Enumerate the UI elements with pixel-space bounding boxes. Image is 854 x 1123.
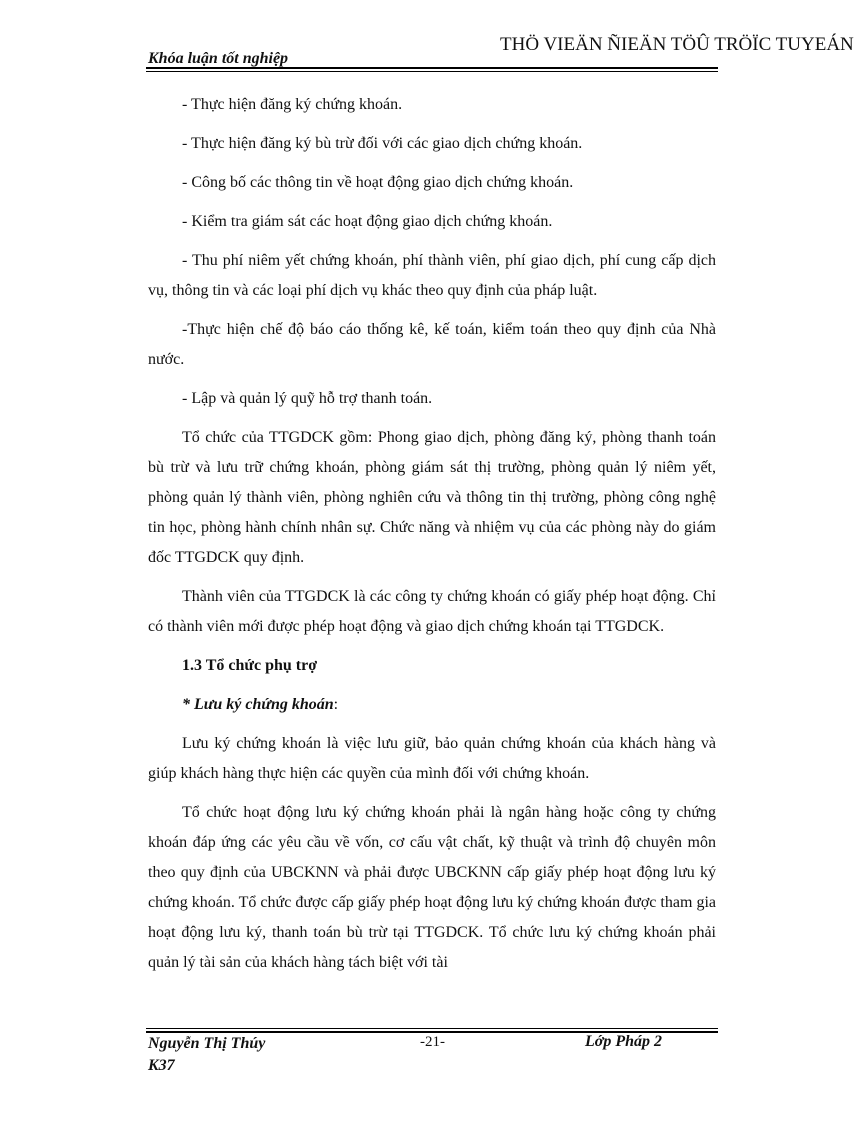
paragraph-11: Tổ chức hoạt động lưu ký chứng khoán phải là ngân hàng hoặc công ty chứng khoán đáp ứng các yêu cầu về vốn, cơ cấu vật chất, kỹ thuật và trình độ chuyên môn theo quy định của UBCKNN và phải được UBCKNN cấp giấy phép hoạt động lưu ký chứng khoán. Tổ chức được cấp giấy phép hoạt động lưu ký chứng khoán được tham gia hoạt động lưu ký, thanh toán bù trừ tại TTGDCK. Tổ chức lưu ký chứng khoán phải quản lý tài sản của khách hàng tách biệt với tài (148, 804, 716, 971)
footer-author (148, 1033, 265, 1077)
header-divider-thin (146, 71, 718, 72)
section-heading-text: 1.3 Tổ chức phụ trợ (182, 657, 318, 674)
document-body (148, 90, 716, 987)
paragraph-4: - Kiểm tra giám sát các hoạt động giao dịch chứng khoán. (182, 213, 553, 230)
header-divider (146, 67, 718, 69)
header-library-banner: THÖ VIEÄN ÑIEÄN TÖÛ TRÖÏC TUYEÁN (500, 34, 854, 55)
paragraph-2: - Thực hiện đăng ký bù trừ đối với các giao dịch chứng khoán. (182, 135, 583, 152)
paragraph-1: - Thực hiện đăng ký chứng khoán. (182, 96, 403, 113)
footer-author-cohort: K37 (148, 1057, 175, 1074)
paragraph-7: - Lập và quản lý quỹ hỗ trợ thanh toán. (182, 390, 433, 407)
subheading-label: * Lưu ký chứng khoán (182, 696, 334, 713)
paragraph-8: Tổ chức của TTGDCK gồm: Phong giao dịch, phòng đăng ký, phòng thanh toán bù trừ và lưu trữ chứng khoán, phòng giám sát thị trường, phòng quản lý niêm yết, phòng quản lý thành viên, phòng nghiên cứu và thông tin thị trường, phòng công nghệ tin học, phòng hành chính nhân sự. Chức năng và nhiệm vụ của các phòng này do giám đốc TTGDCK quy định. (148, 429, 716, 566)
paragraph-5: - Thu phí niêm yết chứng khoán, phí thành viên, phí giao dịch, phí cung cấp dịch vụ, thông tin và các loại phí dịch vụ khác theo quy định của pháp luật. (148, 252, 716, 299)
footer-author-name: Nguyễn Thị Thúy (148, 1035, 266, 1052)
footer-class: Lớp Pháp 2 (585, 1033, 663, 1050)
paragraph-6: -Thực hiện chế độ báo cáo thống kê, kế toán, kiểm toán theo quy định của Nhà nước. (148, 321, 716, 368)
page-number: -21- (420, 1034, 445, 1050)
subheading (148, 690, 716, 720)
paragraph-10: Lưu ký chứng khoán là việc lưu giữ, bảo quản chứng khoán của khách hàng và giúp khách hàng thực hiện các quyền của mình đối với chứng khoán. (148, 735, 716, 782)
section-heading (148, 651, 716, 681)
paragraph-9: Thành viên của TTGDCK là các công ty chứng khoán có giấy phép hoạt động. Chỉ có thành viên mới được phép hoạt động và giao dịch chứng khoán tại TTGDCK. (148, 588, 716, 635)
paragraph-3: - Công bố các thông tin về hoạt động giao dịch chứng khoán. (182, 174, 574, 191)
footer-divider-thin (146, 1028, 718, 1029)
header-title: Khóa luận tốt nghiệp (148, 50, 289, 67)
subheading-suffix: : (333, 696, 339, 713)
